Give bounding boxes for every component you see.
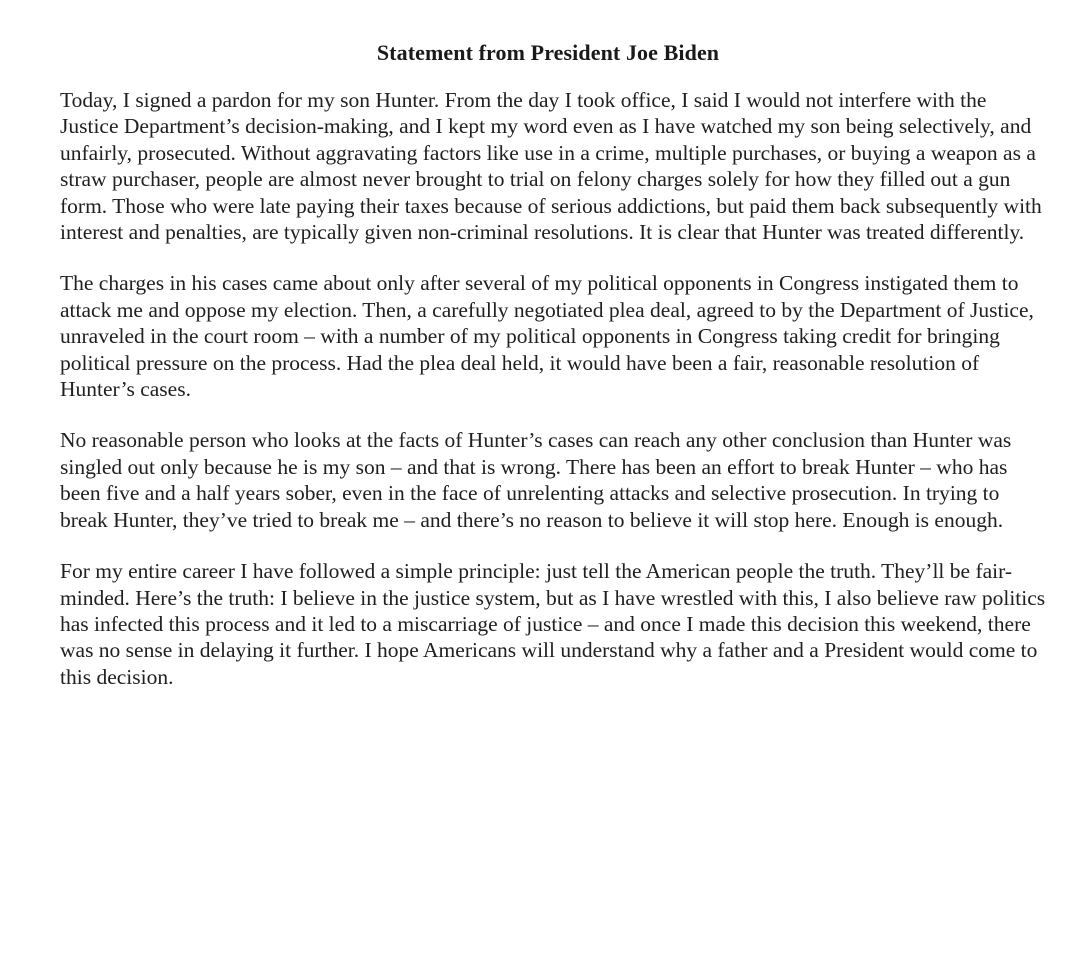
paragraph-the-truth: For my entire career I have followed a simple principle: just tell the American people the truth. They’ll be fair-minded. Here’s the truth: I believe in the justice system, but as I have wrestled with this, I also believe raw politics has infected this process and it led to a miscarriage of justice – and once I made this decision this weekend, there was no sense in delaying it further. I hope Americans will understand why a father and a President would come to this decision. (60, 559, 1046, 689)
paragraph-singled-out: No reasonable person who looks at the facts of Hunter’s cases can reach any other conclusion than Hunter was singled out only because he is my son – and that is wrong. There has been an effort to break Hunter – who has been five and a half years sober, even in the face of unrelenting attacks and selective prosecution. In trying to break Hunter, they’ve tried to break me – and there’s no reason to believe it will stop here. Enough is enough. (60, 428, 1012, 532)
statement-body (60, 87, 1050, 690)
paragraph-charges-and-plea-deal: The charges in his cases came about only after several of my political opponents in Congress instigated them to attack me and oppose my election. Then, a carefully negotiated plea deal, agreed to by the Department of Justice, unraveled in the court room – with a number of my political opponents in Congress taking credit for bringing political pressure on the process. Had the plea deal held, it would have been a fair, reasonable resolution of Hunter’s cases. (60, 271, 1034, 402)
statement-title: Statement from President Joe Biden (376, 40, 720, 65)
paragraph-pardon-announcement: Today, I signed a pardon for my son Hunter. From the day I took office, I said I would not interfere with the Justice Department’s decision-making, and I kept my word even as I have watched my son being selectively, and unfairly, prosecuted. Without aggravating factors like use in a crime, multiple purchases, or buying a weapon as a straw purchaser, people are almost never brought to trial on felony charges solely for how they filled out a gun form. Those who were late paying their taxes because of serious addictions, but paid them back subsequently with interest and penalties, are typically given non-criminal resolutions. It is clear that Hunter was treated differently. (60, 88, 1042, 245)
